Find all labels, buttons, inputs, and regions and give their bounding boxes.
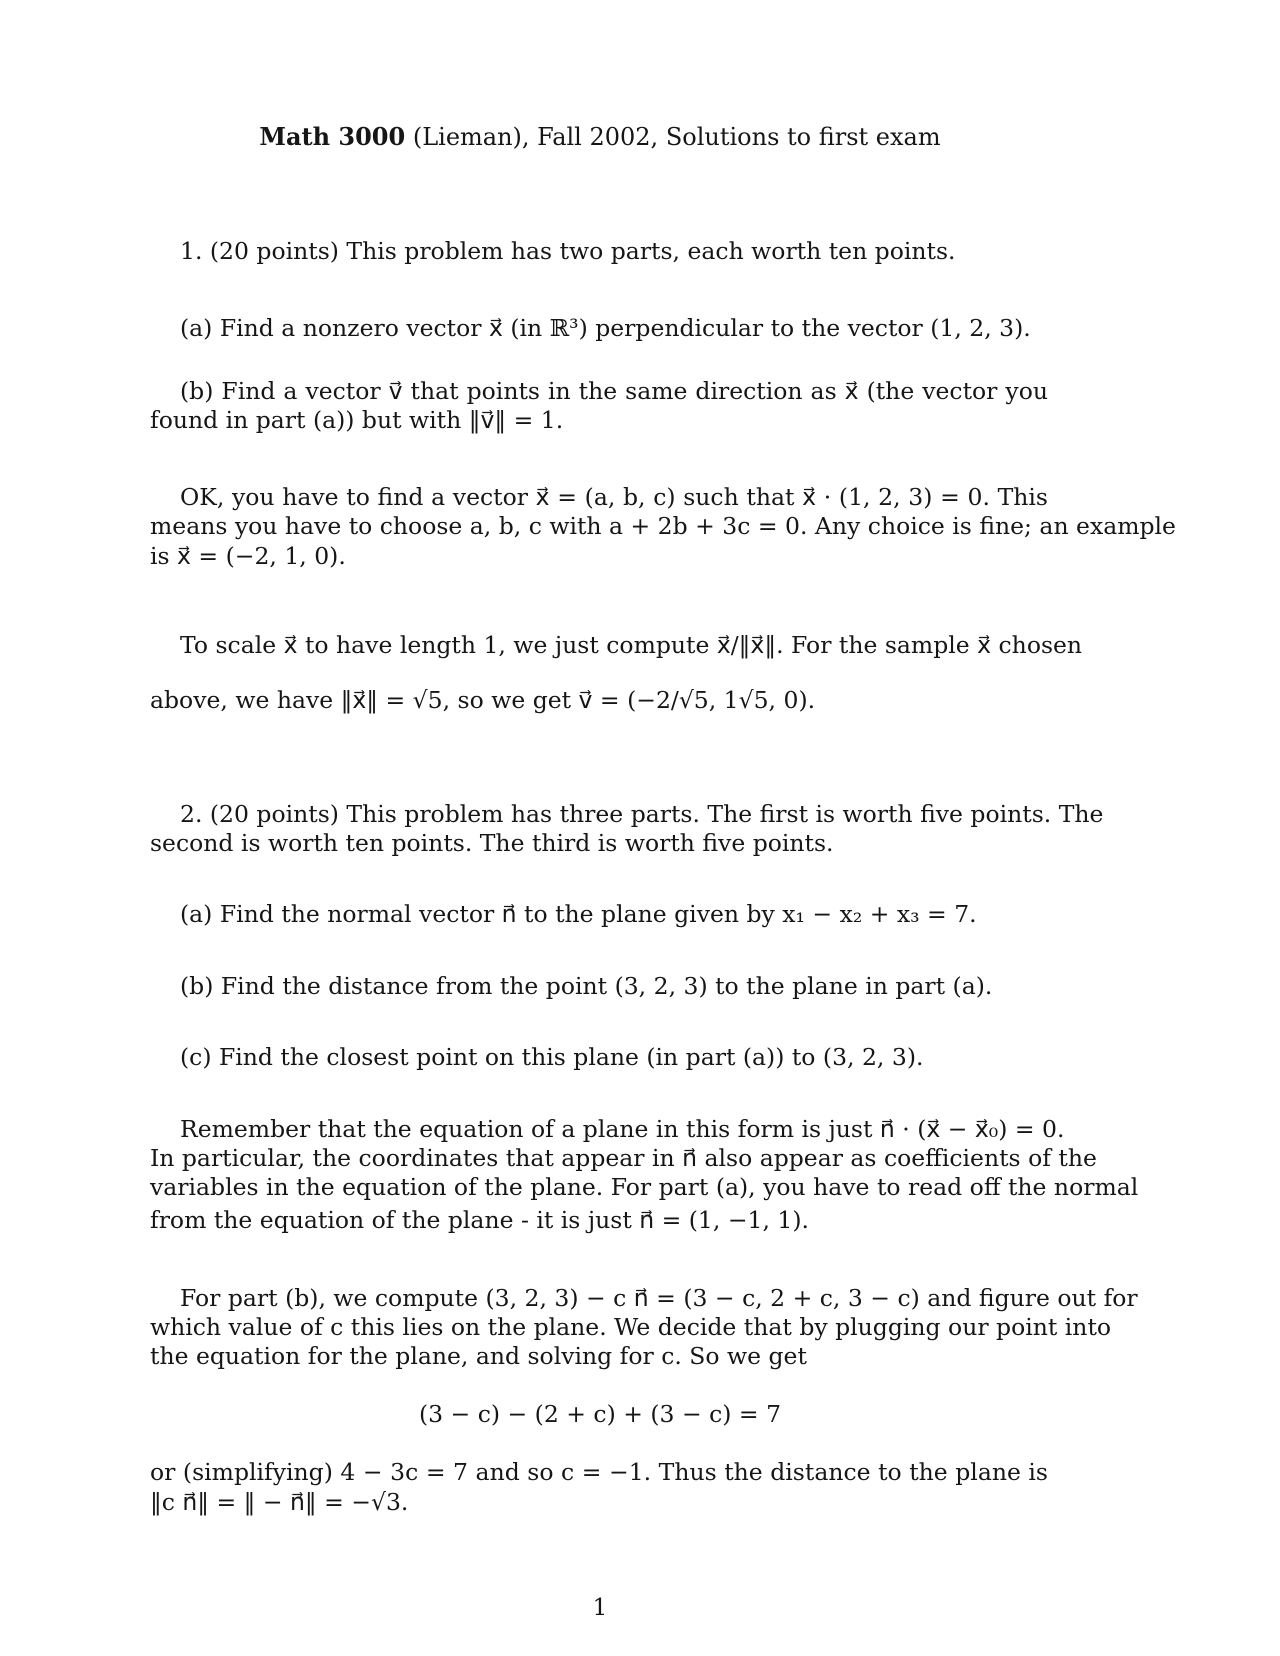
problem1-part-b-line2: found in part (a)) but with ‖v⃗‖ = 1. xyxy=(150,406,564,434)
remember-line4: from the equation of the plane - it is just n⃗ = (1, −1, 1). xyxy=(150,1206,809,1234)
display-equation: (3 − c) − (2 + c) + (3 − c) = 7 xyxy=(418,1400,782,1428)
solution1-line1: OK, you have to find a vector x⃗ = (a, b, c) such that x⃗ · (1, 2, 3) = 0. This xyxy=(180,483,1048,511)
part-b-solution-line3: the equation for the plane, and solving for c. So we get xyxy=(150,1342,807,1370)
conclusion-line2: ‖c n⃗‖ = ‖ − n⃗‖ = −√3. xyxy=(150,1488,409,1516)
part-b-solution-line1: For part (b), we compute (3, 2, 3) − c n⃗ = (3 − c, 2 + c, 3 − c) and figure out for xyxy=(180,1284,1138,1312)
problem1-statement: 1. (20 points) This problem has two parts, each worth ten points. xyxy=(180,237,956,265)
problem2-part-b: (b) Find the distance from the point (3, 2, 3) to the plane in part (a). xyxy=(180,972,993,1000)
problem2-statement-line1: 2. (20 points) This problem has three parts. The first is worth five points. The xyxy=(180,800,1104,828)
solution1-line3: is x⃗ = (−2, 1, 0). xyxy=(150,542,346,570)
problem2-statement-line2: second is worth ten points. The third is worth five points. xyxy=(150,829,834,857)
page-number: 1 xyxy=(592,1595,608,1621)
solution1-line2: means you have to choose a, b, c with a + 2b + 3c = 0. Any choice is fine; an example xyxy=(150,512,1176,540)
solution2-line2: above, we have ‖x⃗‖ = √5, so we get v⃗ = (−2/√5, 1√5, 0). xyxy=(150,686,816,714)
problem2-part-a: (a) Find the normal vector n⃗ to the plane given by x₁ − x₂ + x₃ = 7. xyxy=(180,900,977,928)
remember-line2: In particular, the coordinates that appear in n⃗ also appear as coefficients of the xyxy=(150,1144,1097,1172)
course-name: Math 3000 xyxy=(259,122,406,151)
title-rest: (Lieman), Fall 2002, Solutions to first exam xyxy=(412,123,941,151)
conclusion-line1: or (simplifying) 4 − 3c = 7 and so c = −1. Thus the distance to the plane is xyxy=(150,1458,1048,1486)
problem2-part-c: (c) Find the closest point on this plane (in part (a)) to (3, 2, 3). xyxy=(180,1043,924,1071)
problem1-part-b-line1: (b) Find a vector v⃗ that points in the same direction as x⃗ (the vector you xyxy=(180,377,1048,405)
remember-line3: variables in the equation of the plane. For part (a), you have to read off the normal xyxy=(150,1173,1139,1201)
page-title xyxy=(0,122,1200,152)
remember-line1: Remember that the equation of a plane in this form is just n⃗ · (x⃗ − x⃗₀) = 0. xyxy=(180,1115,1065,1143)
solution2-line1: To scale x⃗ to have length 1, we just compute x⃗/‖x⃗‖. For the sample x⃗ chosen xyxy=(180,631,1083,659)
part-b-solution-line2: which value of c this lies on the plane. We decide that by plugging our point into xyxy=(150,1313,1112,1341)
problem1-part-a: (a) Find a nonzero vector x⃗ (in ℝ³) perpendicular to the vector (1, 2, 3). xyxy=(180,314,1031,342)
